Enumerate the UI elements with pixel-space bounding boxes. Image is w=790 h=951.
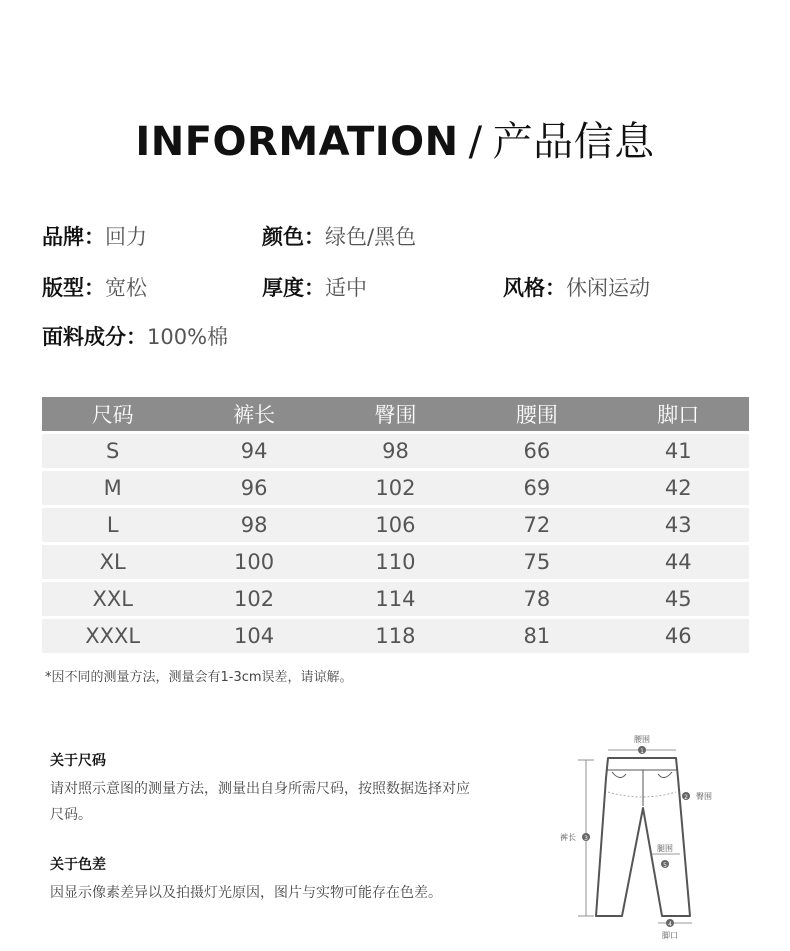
title-cn: 产品信息 (492, 119, 655, 165)
table-cell: M (42, 470, 183, 507)
table-cell: XXL (42, 581, 183, 618)
diagram-length-marker (578, 760, 594, 916)
table-cell: 69 (466, 470, 607, 507)
table-cell: XL (42, 544, 183, 581)
table-cell: 45 (608, 581, 749, 618)
diagram-hem-label: 脚口 (662, 931, 678, 940)
table-row (42, 433, 749, 470)
diagram-thigh-num: 5 (663, 862, 667, 869)
info-style-value: 休闲运动 (566, 276, 650, 300)
size-table (42, 397, 749, 653)
table-cell: 96 (183, 470, 324, 507)
diagram-length-num: 3 (584, 835, 588, 842)
diagram-hem-num: 4 (668, 921, 672, 928)
table-row (42, 581, 749, 618)
diagram-waist-marker (608, 746, 676, 755)
table-cell: 100 (183, 544, 324, 581)
info-fabric-label: 面料成分： (42, 325, 147, 349)
table-cell: XXXL (42, 618, 183, 654)
info-fabric-value: 100%棉 (147, 325, 229, 349)
info-fabric (42, 321, 228, 351)
table-cell: 102 (325, 470, 466, 507)
table-cell: 43 (608, 507, 749, 544)
diagram-thigh-marker (650, 854, 680, 869)
section-color-body: 因显示像素差异以及拍摄灯光原因，图片与实物可能存在色差。 (50, 885, 442, 901)
header-hip: 臀围 (325, 397, 466, 433)
table-cell: 66 (466, 433, 607, 470)
table-cell: 98 (325, 433, 466, 470)
info-brand (42, 221, 147, 251)
info-thickness-label: 厚度： (262, 276, 325, 300)
info-fit-value: 宽松 (105, 276, 147, 300)
diagram-waist-label: 腰围 (634, 735, 650, 744)
table-cell: 106 (325, 507, 466, 544)
info-color-label: 颜色： (262, 225, 325, 249)
diagram-waist-num: 1 (640, 748, 644, 755)
table-cell: S (42, 433, 183, 470)
diagram-hip-marker (608, 792, 690, 801)
diagram-length-label: 裤长 (560, 833, 576, 842)
info-thickness (262, 272, 367, 302)
table-cell: 78 (466, 581, 607, 618)
header-hem: 脚口 (608, 397, 749, 433)
diagram-hem-marker (658, 919, 692, 928)
table-cell: 114 (325, 581, 466, 618)
table-cell: 98 (183, 507, 324, 544)
section-size-body: 请对照示意图的测量方法，测量出自身所需尺码，按照数据选择对应尺码。 (50, 781, 470, 823)
table-cell: 118 (325, 618, 466, 654)
size-table-header-row (42, 397, 749, 433)
diagram-hip-label: 臀围 (696, 792, 712, 801)
measurement-note: *因不同的测量方法，测量会有1-3cm误差，请谅解。 (45, 670, 353, 685)
table-row (42, 618, 749, 654)
info-brand-label: 品牌： (42, 225, 105, 249)
section-size-title: 关于尺码 (50, 753, 106, 769)
table-cell: 75 (466, 544, 607, 581)
table-row (42, 544, 749, 581)
table-row (42, 507, 749, 544)
pants-outline (596, 758, 690, 916)
pants-measurement-diagram (540, 730, 780, 945)
table-cell: 44 (608, 544, 749, 581)
table-cell: L (42, 507, 183, 544)
header-size: 尺码 (42, 397, 183, 433)
info-brand-value: 回力 (105, 225, 147, 249)
table-cell: 42 (608, 470, 749, 507)
title-en: INFORMATION (135, 119, 459, 165)
info-style-label: 风格： (503, 276, 566, 300)
info-fit (42, 272, 147, 302)
table-cell: 72 (466, 507, 607, 544)
info-thickness-value: 适中 (325, 276, 367, 300)
table-cell: 102 (183, 581, 324, 618)
table-cell: 104 (183, 618, 324, 654)
table-cell: 41 (608, 433, 749, 470)
table-cell: 110 (325, 544, 466, 581)
table-cell: 81 (466, 618, 607, 654)
section-color-title: 关于色差 (50, 857, 106, 873)
info-color-value: 绿色/黑色 (325, 225, 417, 249)
table-cell: 46 (608, 618, 749, 654)
table-cell: 94 (183, 433, 324, 470)
title-separator: / (468, 119, 483, 165)
page-title (0, 110, 790, 167)
info-style (503, 272, 650, 302)
diagram-thigh-label: 腿围 (657, 844, 673, 853)
header-length: 裤长 (183, 397, 324, 433)
info-color (262, 221, 416, 251)
info-fit-label: 版型： (42, 276, 105, 300)
diagram-hip-num: 2 (684, 794, 688, 801)
header-waist: 腰围 (466, 397, 607, 433)
table-row (42, 470, 749, 507)
